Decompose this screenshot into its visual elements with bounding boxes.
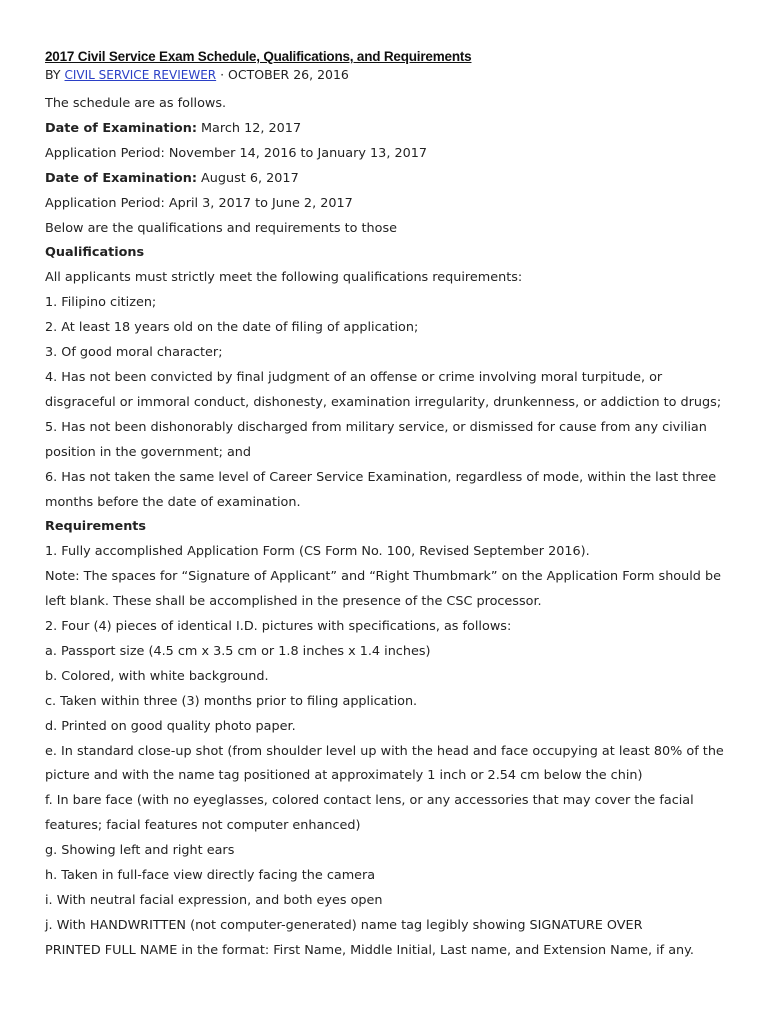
exam-date-value: March 12, 2017 (196, 120, 302, 136)
qualification-line: 5. Has not been dishonorably discharged from military service, or dismissed for cause from any civilian (45, 419, 707, 435)
qualification-line: 2. At least 18 years old on the date of filing of application; (45, 320, 419, 336)
requirement-line: features; facial features not computer enhanced) (45, 818, 361, 834)
publish-date: OCTOBER 26, 2016 (228, 67, 349, 82)
requirement-line: a. Passport size (4.5 cm x 3.5 cm or 1.8 inches x 1.4 inches) (45, 643, 431, 659)
requirement-line: f. In bare face (with no eyeglasses, colored contact lens, or any accessories that may cover the facial (45, 793, 694, 809)
qualification-line: All applicants must strictly meet the following qualifications requirements: (45, 270, 523, 286)
requirement-line: i. With neutral facial expression, and both eyes open (45, 893, 383, 908)
author-link[interactable]: CIVIL SERVICE REVIEWER (64, 68, 217, 82)
qualification-line: 1. Filipino citizen; (45, 295, 157, 311)
requirement-line: 2. Four (4) pieces of identical I.D. pictures with specifications, as follows: (45, 619, 512, 635)
requirement-line: g. Showing left and right ears (45, 843, 235, 859)
requirement-line: PRINTED FULL NAME in the format: First Name, Middle Initial, Last name, and Extension Name, if any. (45, 942, 694, 958)
requirement-line: picture and with the name tag positioned at approximately 1 inch or 2.54 cm below the chin) (45, 768, 643, 784)
qualification-line: position in the government; and (45, 444, 252, 460)
requirement-line: j. With HANDWRITTEN (not computer-generated) name tag legibly showing SIGNATURE OVER (45, 917, 643, 933)
qualifications-heading (45, 241, 728, 266)
application-period-2: Application Period: April 3, 2017 to June 2, 2017 (45, 195, 353, 211)
qualification-line: 3. Of good moral character; (45, 345, 223, 361)
qualification-line: months before the date of examination. (45, 494, 301, 510)
exam-date-2 (45, 167, 728, 192)
exam-date-value: August 6, 2017 (196, 170, 299, 186)
requirements-heading (45, 515, 728, 540)
requirement-line: e. In standard close-up shot (from shoulder level up with the head and face occupying at least 80% of the (45, 743, 724, 759)
byline-by: BY (45, 67, 65, 82)
article-title: 2017 Civil Service Exam Schedule, Qualifications, and Requirements (45, 49, 472, 64)
requirements-heading-text: Requirements (45, 519, 147, 535)
application-period-1: Application Period: November 14, 2016 to January 13, 2017 (45, 145, 428, 161)
byline-separator: · (216, 67, 229, 82)
intro-text: The schedule are as follows. (45, 96, 227, 111)
qualifications-list (45, 266, 728, 515)
requirement-line: c. Taken within three (3) months prior to filing application. (45, 693, 418, 709)
requirement-line: b. Colored, with white background. (45, 668, 269, 684)
requirement-line: h. Taken in full-face view directly facing the camera (45, 868, 376, 884)
exam-date-label: Date of Examination: (45, 120, 197, 136)
requirement-line: d. Printed on good quality photo paper. (45, 718, 296, 734)
requirement-line: left blank. These shall be accomplished in the presence of the CSC processor. (45, 594, 542, 610)
requirement-line: Note: The spaces for “Signature of Applicant” and “Right Thumbmark” on the Application Form should be (45, 569, 721, 585)
requirements-list (45, 540, 728, 963)
exam-date-label: Date of Examination: (45, 170, 197, 186)
requirement-line: 1. Fully accomplished Application Form (CS Form No. 100, Revised September 2016). (45, 544, 590, 560)
qualification-line: disgraceful or immoral conduct, dishonesty, examination irregularity, drunkenness, or addiction to drugs; (45, 394, 722, 410)
exam-date-1 (45, 117, 728, 142)
qualification-line: 4. Has not been convicted by final judgment of an offense or crime involving moral turpitude, or (45, 369, 663, 385)
byline (45, 66, 728, 84)
qualifications-heading-text: Qualifications (45, 245, 145, 261)
qualification-line: 6. Has not taken the same level of Career Service Examination, regardless of mode, within the last three (45, 469, 717, 485)
below-text: Below are the qualifications and requirements to those (45, 220, 398, 236)
